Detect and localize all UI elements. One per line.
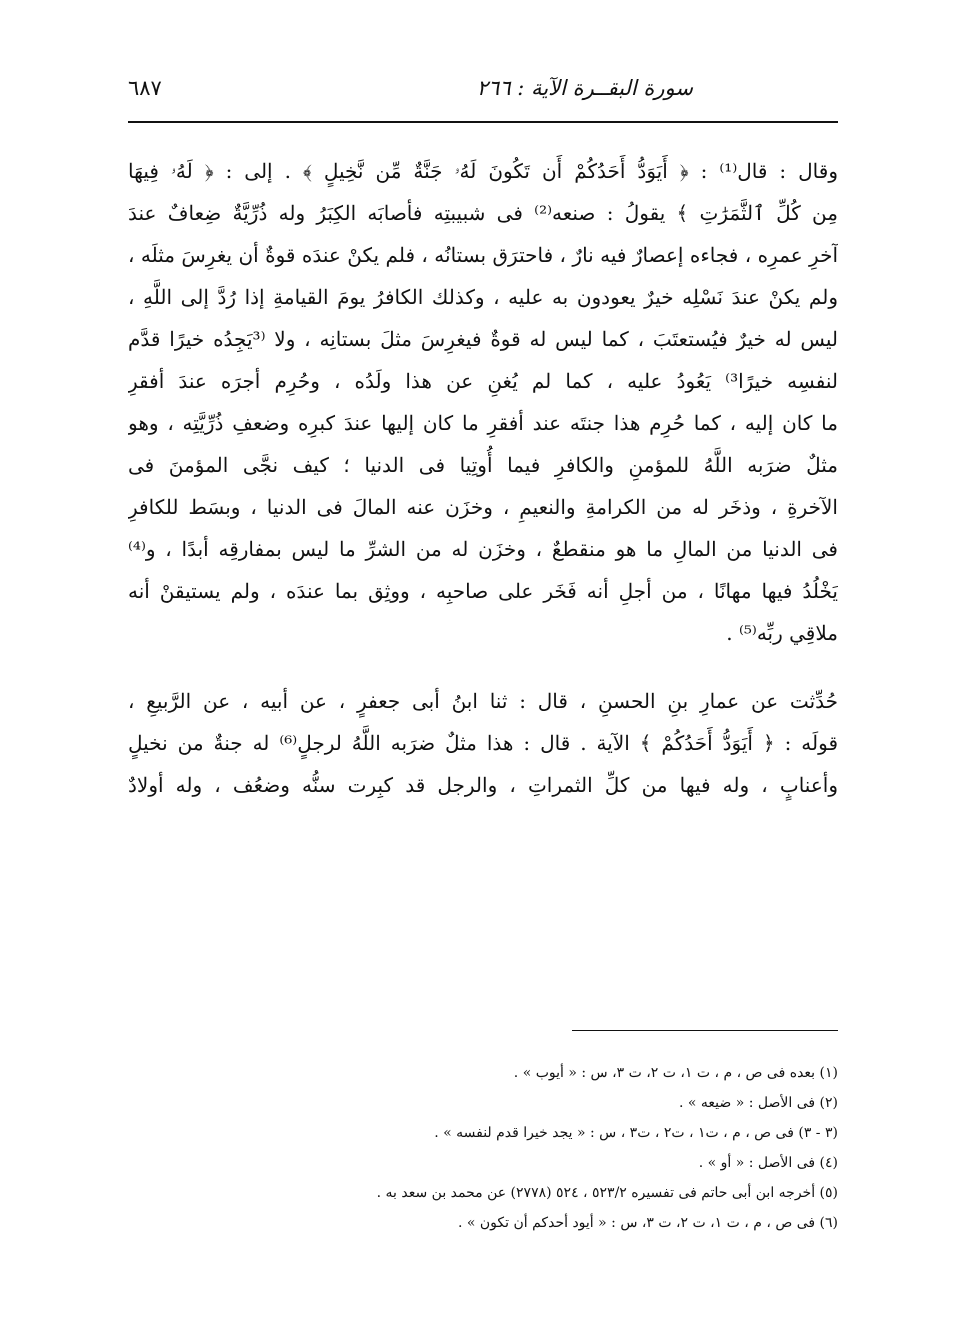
page-number: ٦٨٧: [128, 76, 162, 100]
footnote: (٣ - ٣) فى ص ، م ، ت١ ، ت٢ ، ت٣ ، س : « يجد خيرا قدم لنفسه » .: [434, 1125, 838, 1141]
surah-title: سورة البقــرة الآية : ٢٦٦: [476, 76, 693, 100]
text-line: حُدِّثت عن عمارِ بنِ الحسنِ ، قال : ثنا ابنُ أبى جعفرٍ ، عن أبيه ، عن الرَّبيعِ ،: [128, 689, 838, 713]
text-line: آخرِ عمرِه ، فجاءه إعصارٌ فيه نارٌ ، فاحترَق بستانُه ، فلم يكنْ عندَه قوةٌ أن يغرِسَ مثلَه ،: [128, 243, 838, 267]
text-line: يَخْلُدُ فيها مهانًا ، من أجلِ أنه فَخَر على صاحبِه ، ووثِق بما عندَه ، ولم يستيقنْ أنه: [128, 579, 838, 603]
text-line: مثلٌ ضرَبه اللَّهُ للمؤمنِ والكافرِ فيما أُوتِيا فى الدنيا ؛ كيف نجَّى المؤمنَ فى: [128, 453, 838, 477]
text-line: لنفسِه خيرًا³⁾ يَعُودُ عليه ، كما لم يُغنِ عن هذا ولَدُه ، وحُرِم أجرَه عندَ أفقرِ: [128, 369, 838, 393]
text-line: ليس له خيرٌ فيُستعتَبَ ، كما ليس له قوةٌ فيغرِسَ مثلَ بستانِه ، ولا ⁽³يَجِدُه خيرًا قدَّم: [128, 327, 838, 351]
header-rule: [128, 121, 838, 123]
footnote: (٥) أخرجه ابن أبى حاتم فى تفسيره ٥٢٣/٢ ، ٥٢٤ (٢٧٧٨) عن محمد بن سعد به .: [376, 1185, 838, 1201]
text-line: وأعنابٍ ، وله فيها من كلِّ الثمراتِ ، والرجل قد كبِرت سنُّه وضعُف ، وله أولادٌ: [128, 773, 838, 797]
text-line: مِن كُلِّ ٱلثَّمَرَٰتِ ﴾ يقولُ : صنعه⁽²⁾ فى شبيبتِه فأصابَه الكِبَرُ وله ذُرِّيَّةٌ ضِعافٌ عندَ: [128, 201, 838, 225]
footnote: (٤) فى الأصل : « أو » .: [698, 1155, 838, 1171]
footnote: (١) بعده فى ص ، م ، ت ١، ت ٢، ت ٣، س : « أيوب » .: [513, 1065, 838, 1081]
footnote-rule: [572, 1030, 838, 1031]
footnote: (٦) فى ص ، م ، ت ١، ت ٢، ت ٣، س : « أيود أحدكم أن تكون » .: [457, 1215, 838, 1231]
running-header: [128, 70, 825, 110]
main-text: [128, 150, 838, 806]
text-line: الآخرةِ ، وذخَر له من الكرامةِ والنعيمِ ، وخزَن عنه المالَ فى الدنيا ، وبسَط للكافرِ: [128, 495, 838, 519]
text-line: ما كان إليه ، كما حُرِم هذا جنتَه عند أفقرِ ما كان إليها عندَ كبرِه وضعفِ ذُرِّيَّتِه ، وهو: [128, 411, 838, 435]
text-line: ولم يكنْ عندَ نَسْلِه خيرٌ يعودون به عليه ، وكذلك الكافرُ يومَ القيامةِ إذا رُدَّ إلى اللَّهِ ،: [128, 285, 838, 309]
text-line: وقال : قال⁽¹⁾ : ﴿ أَيَوَدُّ أَحَدُكُمْ أَن تَكُونَ لَهُۥ جَنَّةٌ مِّن نَّخِيلٍ ﴾ . إلى : ﴿ لَهُۥ فِيهَا: [128, 159, 838, 183]
text-line: قولَه : ﴿ أَيَوَدُّ أَحَدُكُمْ ﴾ الآية . قال : هذا مثلٌ ضرَبه اللَّهُ لرجلٍ⁽⁶⁾ له جنةٌ من نخيلٍ: [128, 731, 838, 755]
text-line: ملاقِي ربِّه⁽⁵⁾ .: [726, 621, 838, 645]
footnote: (٢) فى الأصل : « ضيعه » .: [678, 1095, 838, 1111]
footnotes: [128, 1058, 838, 1238]
text-line: فى الدنيا من المالِ ما هو منقطعٌ ، وخزَن له من الشرِّ ما ليس بمفارقِه أبدًا ، و⁽⁴⁾: [128, 537, 838, 561]
